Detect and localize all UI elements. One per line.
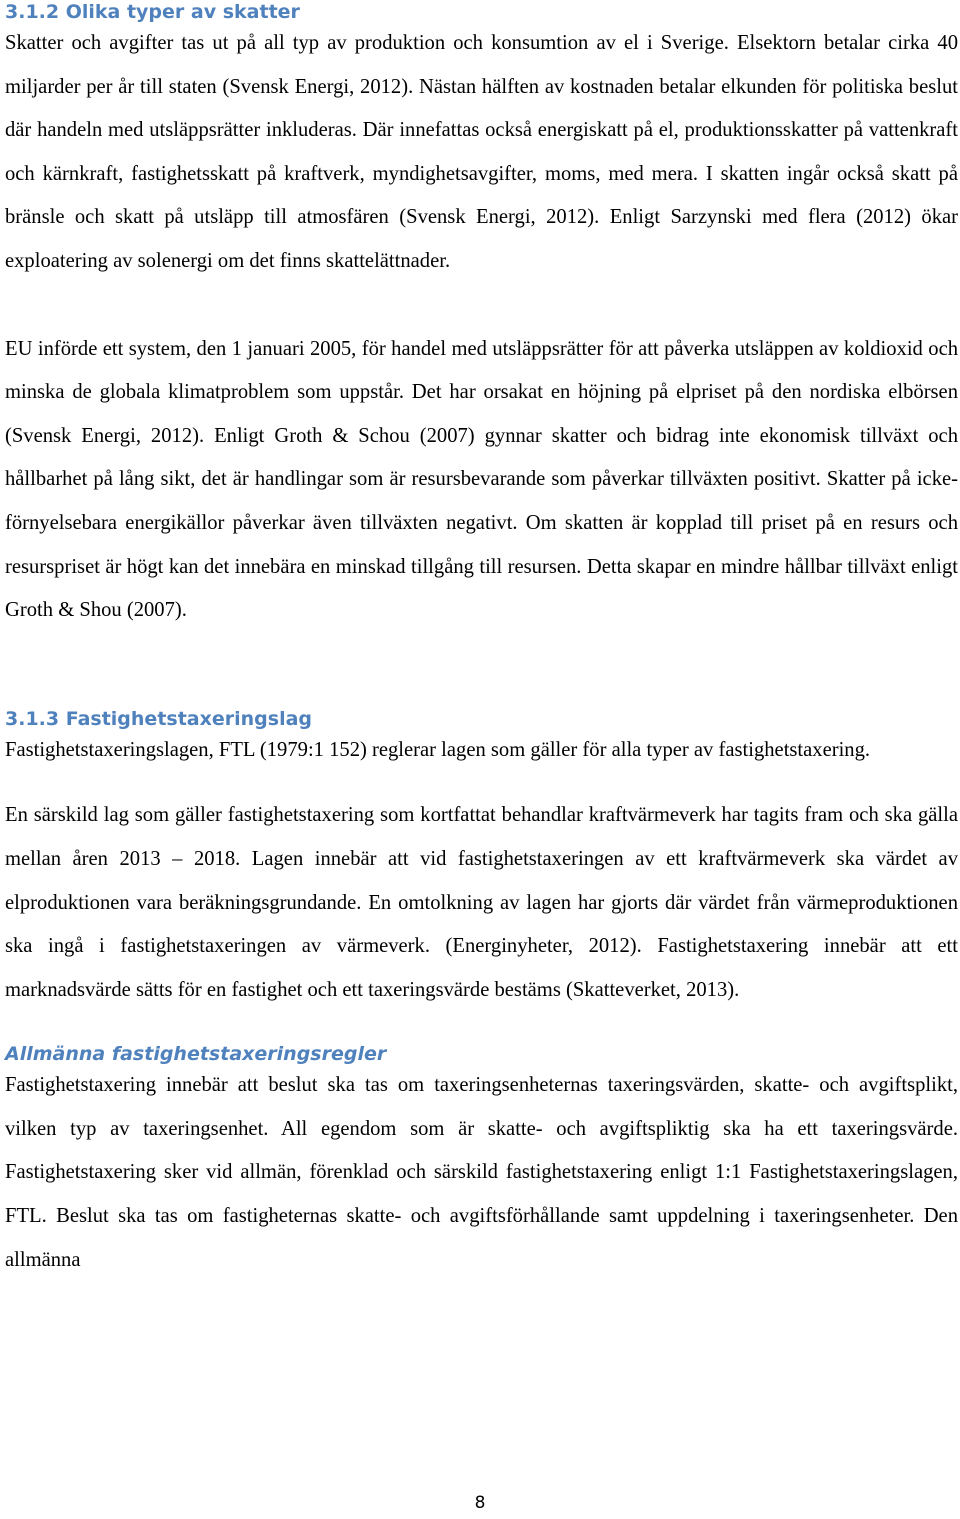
paragraph-allmanna-regler: Fastighetstaxering innebär att beslut ska tas om taxeringsenheternas taxeringsvärden, skatte- och avgiftsplikt, vilken typ av taxeringsenhet. All egendom som är skatte- och avgiftspliktig ska ha ett taxeringsvärde. Fastighetstaxering sker vid allmän, förenklad och särskild fastighetstaxering enligt 1:1 Fastighetstaxeringslagen, FTL. Beslut ska tas om fastigheternas skatte- och avgiftsförhållande samt uppdelning i taxeringsenheter. Den allmänna — [5, 1074, 958, 1271]
paragraph-eu-system: EU införde ett system, den 1 januari 2005, för handel med utsläppsrätter för att påverka utsläppen av koldioxid och minska de globala klimatproblem som uppstår. Det har orsakat en höjning på elpriset på den nordiska elbörsen (Svensk Energi, 2012). Enligt Groth & Schou (2007) gynnar skatter och bidrag inte ekonomisk tillväxt och hållbarhet på lång sikt, det är handlingar som är resursbevarande som påverkar tillväxten positivt. Skatter på icke-förnyelsebara energikällor påverkar även tillväxten negativt. Om skatten är kopplad till priset på en resurs och resurspriset är högt kan det innebära en minskad tillgång till resursen. Detta skapar en mindre hållbar tillväxt enligt Groth & Shou (2007). — [5, 337, 958, 622]
section-heading-3-1-3: 3.1.3 Fastighetstaxeringslag — [5, 707, 313, 730]
paragraph-sarskild-lag: En särskild lag som gäller fastighetstaxering som kortfattat behandlar kraftvärmeverk har tagits fram och ska gälla mellan åren 2013 – 2018. Lagen innebär att vid fastighetstaxeringen av ett kraftvärmeverk ska värdet av elproduktionen vara beräkningsgrundande. En omtolkning av lagen har gjorts där värdet från värmeproduktionen ska ingå i fastighetstaxeringen av värmeverk. (Energinyheter, 2012). Fastighetstaxering innebär att ett marknadsvärde sätts för en fastighet och ett taxeringsvärde bestäms (Skatteverket, 2013). — [5, 804, 958, 1001]
page-number: 8 — [474, 1493, 486, 1513]
paragraph-ftl: Fastighetstaxeringslagen, FTL (1979:1 152) reglerar lagen som gäller för alla typer av fastighetstaxering. — [5, 738, 871, 761]
section-heading-allmanna: Allmänna fastighetstaxeringsregler — [5, 1043, 387, 1066]
section-heading-3-1-2: 3.1.2 Olika typer av skatter — [5, 1, 300, 23]
paragraph-skatter-avgifter: Skatter och avgifter tas ut på all typ av produktion och konsumtion av el i Sverige. Elsektorn betalar cirka 40 miljarder per år till staten (Svensk Energi, 2012). Nästan hälften av kostnaden betalar elkunden för politiska beslut där handeln med utsläppsrätter inkluderas. Där innefattas också energiskatt på el, produktionsskatter på vattenkraft och kärnkraft, fastighetsskatt på kraftverk, myndighetsavgifter, moms, med mera. I skatten ingår också skatt på bränsle och skatt på utsläpp till atmosfären (Svensk Energi, 2012). Enligt Sarzynski med flera (2012) ökar exploatering av solenergi om det finns skattelättnader. — [5, 32, 958, 272]
